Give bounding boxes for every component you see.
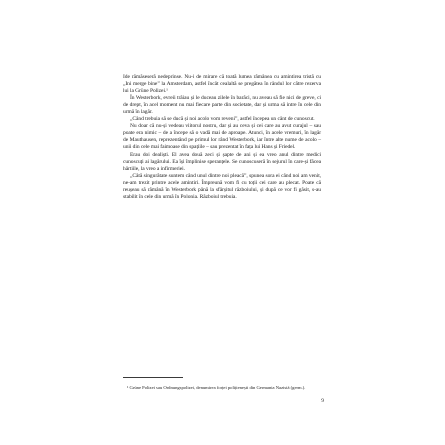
paragraph: În Westerbork, evreii trăiau și le duceau zilele în barăci, nu aveau să fie nici de greve, ci de drept, în acel moment nu mai fiecare parte din societate, dar și urma să intre în cele din urmă în lagăr. — [123, 95, 321, 116]
footnote: ¹ Grüne Polizei sau Ordnungspolizei, denumirea forței polițienești din Germania Nazistă (germ.). — [127, 384, 306, 390]
paragraph: Erau doi dealiști. El avea două zeci și șapte de ani și ea vreo anul dintre medici cunoscuți ai lagărului. Ea își împlinise speranțele. Se cunoscuseră în sejurul în care-și făcea hârtiile, la vreo a infirmeriei. — [123, 151, 321, 172]
body-text — [123, 74, 321, 201]
paragraph: Ide rămăseseră nedeprinse. Nu-i de mirare că toată lumea rămânea cu amintirea tristă cu „Ini merge bine” la Amsterdam, astfel încât cealaltă se pregătea în rândul lor către rezerva lui la Grüne Polizei.¹ — [123, 74, 321, 95]
paragraph: Nu doar că nu-și vedeau viitorul nostru, dar și au ceva și cei care au avut curajul – sau poate era nimic – de a începe să o vadă mai de aproape. Atunci, în acele vremuri, în lagăr de Mauthausen, reprezentând pe primul lor rând Westerbork, iar între alte nume de acolo – unii din cele mai faimoase din spațiile – sau prezentat în fața lui Hans și Friedel. — [123, 123, 321, 151]
page-number: 9 — [321, 398, 324, 404]
paragraph: „Când trebuia să se ducă și noi acolo vom reveni”, astfel începea un cânt de cunoscut. — [130, 116, 315, 123]
footnote-divider — [123, 377, 183, 378]
paragraph: „Câtă singurătate suntem când unul dintre noi pleacă”, spunea sora ei când noi am venit, ne-am trezit printre acele amintiri. Împreună vom fi cu toții cei care au plecat. Poate că reușeau să rămână în Westerbork până la sfârșitul războiului, și după ce vor fi găsit, s-au stabilit în cele din urmă în Polonia. Războiul trebuia. — [123, 172, 321, 200]
